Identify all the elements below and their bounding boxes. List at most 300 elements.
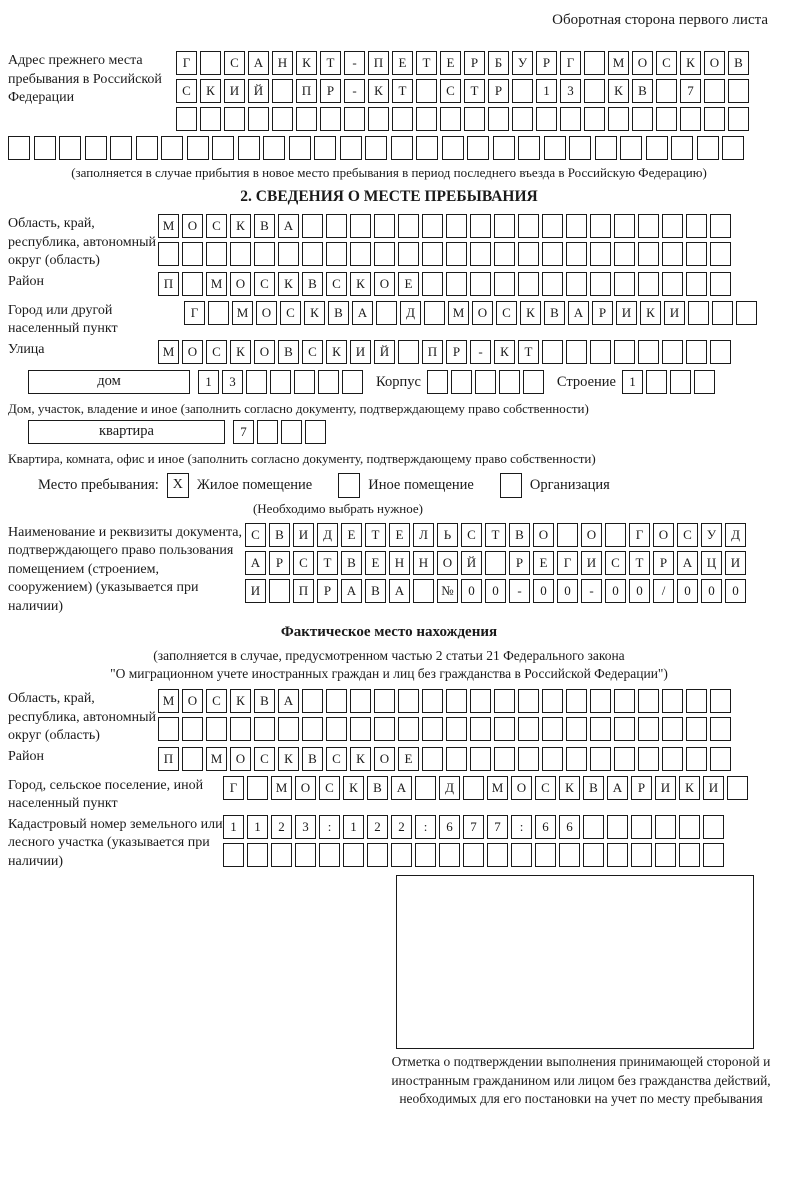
char-cell[interactable] bbox=[470, 689, 491, 713]
char-cell[interactable]: 1 bbox=[247, 815, 268, 839]
char-cell[interactable] bbox=[614, 340, 635, 364]
char-cell[interactable] bbox=[350, 717, 371, 741]
char-cell[interactable] bbox=[176, 107, 197, 131]
char-cell[interactable] bbox=[494, 717, 515, 741]
char-cell[interactable]: В bbox=[302, 747, 323, 771]
char-cell[interactable]: В bbox=[365, 579, 386, 603]
char-cell[interactable]: П bbox=[422, 340, 443, 364]
char-cell[interactable]: 1 bbox=[622, 370, 643, 394]
char-cell[interactable] bbox=[398, 340, 419, 364]
char-cell[interactable] bbox=[439, 843, 460, 867]
char-cell[interactable] bbox=[158, 717, 179, 741]
char-cell[interactable] bbox=[374, 717, 395, 741]
char-cell[interactable]: К bbox=[278, 272, 299, 296]
char-cell[interactable] bbox=[446, 214, 467, 238]
char-cell[interactable] bbox=[158, 242, 179, 266]
char-cell[interactable] bbox=[544, 136, 566, 160]
char-cell[interactable]: О bbox=[182, 214, 203, 238]
char-cell[interactable]: К bbox=[559, 776, 580, 800]
char-cell[interactable]: 3 bbox=[295, 815, 316, 839]
char-cell[interactable] bbox=[518, 747, 539, 771]
char-cell[interactable] bbox=[590, 689, 611, 713]
char-cell[interactable] bbox=[686, 242, 707, 266]
char-cell[interactable]: А bbox=[391, 776, 412, 800]
char-cell[interactable] bbox=[518, 214, 539, 238]
char-cell[interactable] bbox=[607, 815, 628, 839]
char-cell[interactable] bbox=[566, 747, 587, 771]
char-cell[interactable] bbox=[248, 107, 269, 131]
char-cell[interactable]: В bbox=[254, 214, 275, 238]
char-cell[interactable] bbox=[590, 272, 611, 296]
char-cell[interactable]: С bbox=[496, 301, 517, 325]
char-cell[interactable]: - bbox=[470, 340, 491, 364]
char-cell[interactable]: Р bbox=[509, 551, 530, 575]
char-cell[interactable] bbox=[391, 843, 412, 867]
char-cell[interactable]: Д bbox=[317, 523, 338, 547]
char-cell[interactable] bbox=[487, 843, 508, 867]
char-cell[interactable]: П bbox=[368, 51, 389, 75]
char-cell[interactable] bbox=[254, 717, 275, 741]
char-cell[interactable] bbox=[710, 272, 731, 296]
char-cell[interactable]: О bbox=[374, 272, 395, 296]
char-cell[interactable]: М bbox=[448, 301, 469, 325]
char-cell[interactable] bbox=[470, 717, 491, 741]
char-cell[interactable] bbox=[671, 136, 693, 160]
char-cell[interactable]: Т bbox=[518, 340, 539, 364]
char-cell[interactable] bbox=[427, 370, 448, 394]
char-cell[interactable]: П bbox=[293, 579, 314, 603]
char-cell[interactable] bbox=[590, 747, 611, 771]
char-cell[interactable] bbox=[638, 340, 659, 364]
char-cell[interactable] bbox=[557, 523, 578, 547]
char-cell[interactable] bbox=[686, 340, 707, 364]
char-cell[interactable] bbox=[566, 214, 587, 238]
char-cell[interactable] bbox=[415, 843, 436, 867]
char-cell[interactable] bbox=[446, 272, 467, 296]
char-cell[interactable] bbox=[296, 107, 317, 131]
char-cell[interactable] bbox=[646, 370, 667, 394]
char-cell[interactable]: № bbox=[437, 579, 458, 603]
char-cell[interactable]: К bbox=[368, 79, 389, 103]
char-cell[interactable] bbox=[559, 843, 580, 867]
char-cell[interactable] bbox=[182, 242, 203, 266]
char-cell[interactable] bbox=[350, 214, 371, 238]
char-cell[interactable] bbox=[542, 340, 563, 364]
char-cell[interactable]: - bbox=[344, 51, 365, 75]
char-cell[interactable]: В bbox=[328, 301, 349, 325]
char-cell[interactable] bbox=[631, 815, 652, 839]
char-cell[interactable]: Р bbox=[320, 79, 341, 103]
char-cell[interactable]: / bbox=[653, 579, 674, 603]
char-cell[interactable]: : bbox=[415, 815, 436, 839]
char-cell[interactable]: О bbox=[295, 776, 316, 800]
char-cell[interactable] bbox=[523, 370, 544, 394]
char-cell[interactable]: И bbox=[245, 579, 266, 603]
char-cell[interactable]: Е bbox=[365, 551, 386, 575]
char-cell[interactable] bbox=[442, 136, 464, 160]
char-cell[interactable]: 0 bbox=[461, 579, 482, 603]
char-cell[interactable] bbox=[374, 242, 395, 266]
char-cell[interactable] bbox=[269, 579, 290, 603]
char-cell[interactable] bbox=[494, 272, 515, 296]
char-cell[interactable]: Р bbox=[446, 340, 467, 364]
char-cell[interactable] bbox=[305, 420, 326, 444]
char-cell[interactable] bbox=[569, 136, 591, 160]
char-cell[interactable]: У bbox=[512, 51, 533, 75]
char-cell[interactable]: С bbox=[440, 79, 461, 103]
char-cell[interactable] bbox=[200, 51, 221, 75]
char-cell[interactable] bbox=[278, 717, 299, 741]
char-cell[interactable]: В bbox=[278, 340, 299, 364]
char-cell[interactable] bbox=[608, 107, 629, 131]
char-cell[interactable]: Й bbox=[374, 340, 395, 364]
char-cell[interactable] bbox=[566, 272, 587, 296]
char-cell[interactable] bbox=[200, 107, 221, 131]
char-cell[interactable]: : bbox=[319, 815, 340, 839]
char-cell[interactable] bbox=[440, 107, 461, 131]
char-cell[interactable]: Е bbox=[533, 551, 554, 575]
char-cell[interactable]: Т bbox=[485, 523, 506, 547]
char-cell[interactable] bbox=[542, 272, 563, 296]
char-cell[interactable]: К bbox=[326, 340, 347, 364]
char-cell[interactable] bbox=[662, 340, 683, 364]
char-cell[interactable] bbox=[614, 689, 635, 713]
char-cell[interactable]: К bbox=[304, 301, 325, 325]
char-cell[interactable] bbox=[223, 843, 244, 867]
char-cell[interactable] bbox=[662, 717, 683, 741]
char-cell[interactable] bbox=[314, 136, 336, 160]
char-cell[interactable]: Р bbox=[488, 79, 509, 103]
char-cell[interactable]: К bbox=[680, 51, 701, 75]
char-cell[interactable]: Е bbox=[398, 747, 419, 771]
char-cell[interactable] bbox=[350, 242, 371, 266]
char-cell[interactable] bbox=[272, 107, 293, 131]
char-cell[interactable]: Н bbox=[389, 551, 410, 575]
char-cell[interactable]: 0 bbox=[605, 579, 626, 603]
char-cell[interactable] bbox=[638, 272, 659, 296]
char-cell[interactable]: К bbox=[296, 51, 317, 75]
char-cell[interactable] bbox=[398, 717, 419, 741]
char-cell[interactable] bbox=[365, 136, 387, 160]
char-cell[interactable] bbox=[257, 420, 278, 444]
char-cell[interactable]: Т bbox=[320, 51, 341, 75]
char-cell[interactable] bbox=[583, 815, 604, 839]
char-cell[interactable]: Й bbox=[248, 79, 269, 103]
char-cell[interactable]: 0 bbox=[629, 579, 650, 603]
char-cell[interactable]: В bbox=[341, 551, 362, 575]
char-cell[interactable] bbox=[302, 214, 323, 238]
char-cell[interactable]: Т bbox=[416, 51, 437, 75]
char-cell[interactable] bbox=[206, 242, 227, 266]
char-cell[interactable]: С bbox=[206, 340, 227, 364]
char-cell[interactable] bbox=[470, 214, 491, 238]
char-cell[interactable] bbox=[247, 843, 268, 867]
char-cell[interactable]: В bbox=[302, 272, 323, 296]
char-cell[interactable]: Т bbox=[365, 523, 386, 547]
char-cell[interactable]: О bbox=[230, 747, 251, 771]
char-cell[interactable]: В bbox=[632, 79, 653, 103]
char-cell[interactable]: Т bbox=[317, 551, 338, 575]
char-cell[interactable] bbox=[464, 107, 485, 131]
char-cell[interactable]: 2 bbox=[271, 815, 292, 839]
char-cell[interactable] bbox=[343, 843, 364, 867]
char-cell[interactable] bbox=[182, 272, 203, 296]
char-cell[interactable]: В bbox=[728, 51, 749, 75]
char-cell[interactable]: С bbox=[254, 747, 275, 771]
char-cell[interactable]: К bbox=[278, 747, 299, 771]
char-cell[interactable]: К bbox=[608, 79, 629, 103]
char-cell[interactable]: М bbox=[271, 776, 292, 800]
char-cell[interactable] bbox=[518, 136, 540, 160]
char-cell[interactable] bbox=[614, 747, 635, 771]
char-cell[interactable]: Н bbox=[272, 51, 293, 75]
char-cell[interactable] bbox=[302, 717, 323, 741]
char-cell[interactable] bbox=[584, 107, 605, 131]
char-cell[interactable] bbox=[494, 689, 515, 713]
char-cell[interactable]: С bbox=[224, 51, 245, 75]
char-cell[interactable] bbox=[686, 272, 707, 296]
char-cell[interactable] bbox=[340, 136, 362, 160]
char-cell[interactable] bbox=[470, 747, 491, 771]
char-cell[interactable]: 0 bbox=[677, 579, 698, 603]
char-cell[interactable]: 1 bbox=[536, 79, 557, 103]
char-cell[interactable]: 2 bbox=[367, 815, 388, 839]
char-cell[interactable]: К bbox=[350, 272, 371, 296]
char-cell[interactable]: М bbox=[206, 272, 227, 296]
char-cell[interactable] bbox=[374, 214, 395, 238]
char-cell[interactable]: П bbox=[158, 272, 179, 296]
char-cell[interactable]: 7 bbox=[680, 79, 701, 103]
char-cell[interactable] bbox=[632, 107, 653, 131]
char-cell[interactable] bbox=[638, 242, 659, 266]
char-cell[interactable]: Г bbox=[184, 301, 205, 325]
char-cell[interactable]: К bbox=[230, 214, 251, 238]
char-cell[interactable]: И bbox=[703, 776, 724, 800]
char-cell[interactable] bbox=[368, 107, 389, 131]
char-cell[interactable] bbox=[710, 340, 731, 364]
char-cell[interactable]: А bbox=[568, 301, 589, 325]
char-cell[interactable] bbox=[247, 776, 268, 800]
char-cell[interactable]: М bbox=[158, 214, 179, 238]
char-cell[interactable] bbox=[605, 523, 626, 547]
char-cell[interactable] bbox=[110, 136, 132, 160]
char-cell[interactable] bbox=[686, 689, 707, 713]
char-cell[interactable]: 6 bbox=[559, 815, 580, 839]
char-cell[interactable] bbox=[688, 301, 709, 325]
char-cell[interactable] bbox=[638, 689, 659, 713]
char-cell[interactable]: А bbox=[677, 551, 698, 575]
char-cell[interactable]: С bbox=[206, 214, 227, 238]
char-cell[interactable] bbox=[326, 689, 347, 713]
char-cell[interactable]: Е bbox=[392, 51, 413, 75]
char-cell[interactable]: С bbox=[326, 272, 347, 296]
char-cell[interactable] bbox=[470, 242, 491, 266]
char-cell[interactable] bbox=[494, 214, 515, 238]
char-cell[interactable]: Е bbox=[389, 523, 410, 547]
char-cell[interactable] bbox=[224, 107, 245, 131]
char-cell[interactable] bbox=[662, 689, 683, 713]
char-cell[interactable]: Т bbox=[392, 79, 413, 103]
char-cell[interactable] bbox=[344, 107, 365, 131]
char-cell[interactable] bbox=[697, 136, 719, 160]
char-cell[interactable] bbox=[488, 107, 509, 131]
char-cell[interactable] bbox=[374, 689, 395, 713]
char-cell[interactable]: 1 bbox=[343, 815, 364, 839]
char-cell[interactable] bbox=[187, 136, 209, 160]
char-cell[interactable]: Р bbox=[536, 51, 557, 75]
char-cell[interactable]: К bbox=[520, 301, 541, 325]
char-cell[interactable]: Р bbox=[653, 551, 674, 575]
char-cell[interactable] bbox=[566, 242, 587, 266]
char-cell[interactable] bbox=[727, 776, 748, 800]
char-cell[interactable] bbox=[542, 214, 563, 238]
char-cell[interactable] bbox=[590, 214, 611, 238]
char-cell[interactable]: А bbox=[607, 776, 628, 800]
char-cell[interactable] bbox=[136, 136, 158, 160]
char-cell[interactable] bbox=[230, 717, 251, 741]
char-cell[interactable] bbox=[590, 717, 611, 741]
char-cell[interactable] bbox=[670, 370, 691, 394]
char-cell[interactable]: С bbox=[535, 776, 556, 800]
char-cell[interactable] bbox=[416, 136, 438, 160]
char-cell[interactable]: О bbox=[653, 523, 674, 547]
char-cell[interactable]: О bbox=[632, 51, 653, 75]
char-cell[interactable]: 7 bbox=[463, 815, 484, 839]
char-cell[interactable]: 7 bbox=[487, 815, 508, 839]
char-cell[interactable] bbox=[326, 214, 347, 238]
char-cell[interactable]: 1 bbox=[223, 815, 244, 839]
char-cell[interactable] bbox=[655, 815, 676, 839]
char-cell[interactable] bbox=[263, 136, 285, 160]
char-cell[interactable]: 1 bbox=[198, 370, 219, 394]
char-cell[interactable] bbox=[85, 136, 107, 160]
char-cell[interactable] bbox=[518, 717, 539, 741]
char-cell[interactable] bbox=[302, 689, 323, 713]
char-cell[interactable] bbox=[342, 370, 363, 394]
char-cell[interactable] bbox=[413, 579, 434, 603]
char-cell[interactable] bbox=[467, 136, 489, 160]
char-cell[interactable]: Р bbox=[631, 776, 652, 800]
char-cell[interactable] bbox=[446, 242, 467, 266]
char-cell[interactable] bbox=[518, 689, 539, 713]
char-cell[interactable] bbox=[566, 689, 587, 713]
char-cell[interactable]: Т bbox=[629, 551, 650, 575]
char-cell[interactable]: Е bbox=[341, 523, 362, 547]
char-cell[interactable]: - bbox=[509, 579, 530, 603]
char-cell[interactable] bbox=[326, 242, 347, 266]
char-cell[interactable] bbox=[512, 79, 533, 103]
char-cell[interactable] bbox=[566, 340, 587, 364]
char-cell[interactable] bbox=[494, 242, 515, 266]
char-cell[interactable]: И bbox=[293, 523, 314, 547]
char-cell[interactable]: К bbox=[679, 776, 700, 800]
char-cell[interactable]: В bbox=[583, 776, 604, 800]
char-cell[interactable] bbox=[710, 689, 731, 713]
char-cell[interactable]: Е bbox=[440, 51, 461, 75]
char-cell[interactable]: О bbox=[254, 340, 275, 364]
char-cell[interactable] bbox=[392, 107, 413, 131]
char-cell[interactable] bbox=[238, 136, 260, 160]
char-cell[interactable]: 3 bbox=[560, 79, 581, 103]
char-cell[interactable]: Т bbox=[464, 79, 485, 103]
char-cell[interactable]: И bbox=[224, 79, 245, 103]
char-cell[interactable]: А bbox=[248, 51, 269, 75]
char-cell[interactable]: О bbox=[704, 51, 725, 75]
zhiloe-checkbox[interactable]: X bbox=[167, 473, 189, 498]
char-cell[interactable]: М bbox=[487, 776, 508, 800]
char-cell[interactable] bbox=[686, 214, 707, 238]
char-cell[interactable]: С bbox=[176, 79, 197, 103]
char-cell[interactable] bbox=[422, 272, 443, 296]
char-cell[interactable] bbox=[542, 689, 563, 713]
char-cell[interactable]: Н bbox=[413, 551, 434, 575]
char-cell[interactable] bbox=[710, 214, 731, 238]
char-cell[interactable] bbox=[319, 843, 340, 867]
char-cell[interactable] bbox=[326, 717, 347, 741]
char-cell[interactable] bbox=[736, 301, 757, 325]
char-cell[interactable]: 6 bbox=[439, 815, 460, 839]
char-cell[interactable] bbox=[161, 136, 183, 160]
char-cell[interactable]: О bbox=[182, 340, 203, 364]
char-cell[interactable] bbox=[584, 79, 605, 103]
char-cell[interactable] bbox=[271, 843, 292, 867]
char-cell[interactable]: И bbox=[655, 776, 676, 800]
char-cell[interactable] bbox=[662, 214, 683, 238]
char-cell[interactable] bbox=[182, 717, 203, 741]
char-cell[interactable] bbox=[584, 51, 605, 75]
char-cell[interactable]: : bbox=[511, 815, 532, 839]
char-cell[interactable]: Р bbox=[464, 51, 485, 75]
char-cell[interactable] bbox=[518, 272, 539, 296]
char-cell[interactable] bbox=[694, 370, 715, 394]
char-cell[interactable]: Р bbox=[269, 551, 290, 575]
char-cell[interactable]: С bbox=[206, 689, 227, 713]
char-cell[interactable]: Д bbox=[400, 301, 421, 325]
char-cell[interactable]: М bbox=[608, 51, 629, 75]
char-cell[interactable]: И bbox=[664, 301, 685, 325]
char-cell[interactable]: С bbox=[280, 301, 301, 325]
char-cell[interactable] bbox=[376, 301, 397, 325]
char-cell[interactable] bbox=[638, 747, 659, 771]
char-cell[interactable]: У bbox=[701, 523, 722, 547]
char-cell[interactable] bbox=[398, 242, 419, 266]
char-cell[interactable]: М bbox=[206, 747, 227, 771]
char-cell[interactable]: К bbox=[343, 776, 364, 800]
char-cell[interactable]: С bbox=[245, 523, 266, 547]
char-cell[interactable]: 0 bbox=[485, 579, 506, 603]
char-cell[interactable]: Г bbox=[223, 776, 244, 800]
char-cell[interactable]: Ц bbox=[701, 551, 722, 575]
char-cell[interactable] bbox=[493, 136, 515, 160]
char-cell[interactable]: 6 bbox=[535, 815, 556, 839]
char-cell[interactable] bbox=[422, 717, 443, 741]
char-cell[interactable] bbox=[614, 214, 635, 238]
char-cell[interactable] bbox=[646, 136, 668, 160]
char-cell[interactable]: И bbox=[616, 301, 637, 325]
char-cell[interactable] bbox=[710, 717, 731, 741]
char-cell[interactable] bbox=[535, 843, 556, 867]
char-cell[interactable] bbox=[656, 79, 677, 103]
char-cell[interactable]: К bbox=[350, 747, 371, 771]
char-cell[interactable]: 0 bbox=[725, 579, 746, 603]
char-cell[interactable] bbox=[294, 370, 315, 394]
char-cell[interactable]: К bbox=[230, 340, 251, 364]
char-cell[interactable] bbox=[446, 747, 467, 771]
char-cell[interactable]: И bbox=[350, 340, 371, 364]
char-cell[interactable] bbox=[590, 242, 611, 266]
char-cell[interactable] bbox=[470, 272, 491, 296]
char-cell[interactable] bbox=[59, 136, 81, 160]
